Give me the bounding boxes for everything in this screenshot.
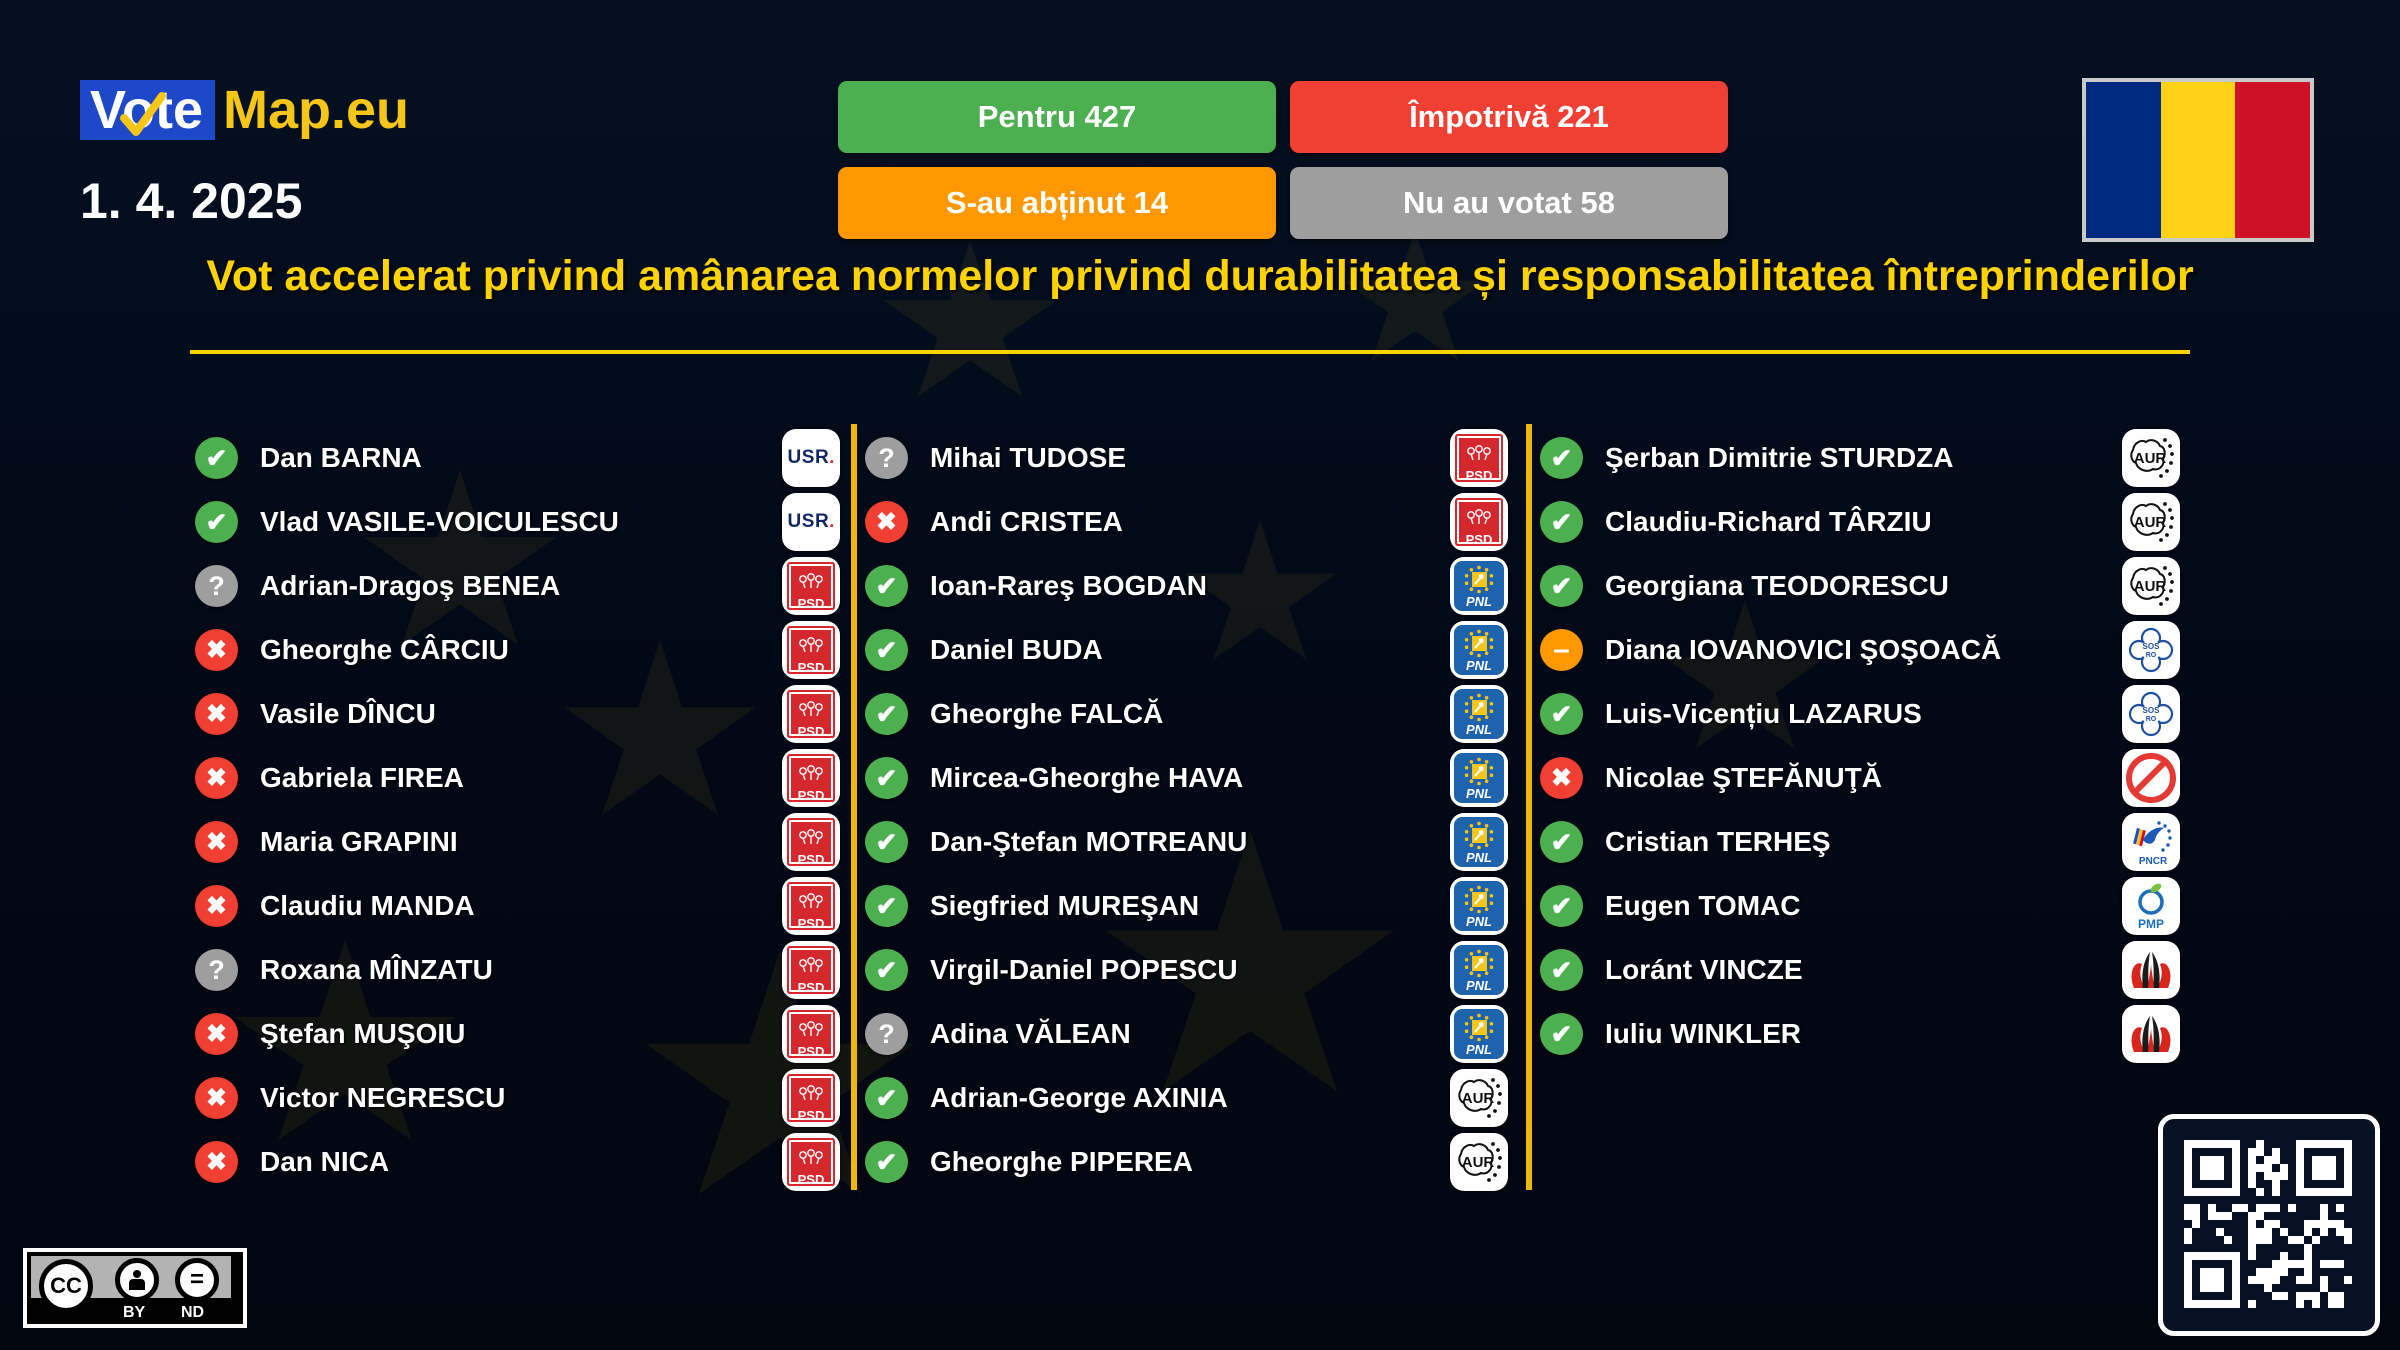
flag-stripe-red (2235, 82, 2310, 238)
member-name: Dan-Ştefan MOTREANU (930, 826, 1248, 857)
party-badge-psd: PSD (782, 877, 840, 935)
member-name: Loránt VINCZE (1605, 954, 1803, 985)
vote-for-icon: ✔ (865, 693, 908, 735)
member-row (865, 682, 1508, 746)
member-row (1540, 874, 2180, 938)
vote-for-icon: ✔ (195, 501, 238, 543)
party-badge-pmp (2122, 877, 2180, 935)
svg-text:AUR: AUR (1461, 1090, 1495, 1107)
vote-novote-icon: ? (195, 565, 238, 607)
member-row (1540, 682, 2180, 746)
member-row (1540, 618, 2180, 682)
app-logo[interactable] (80, 80, 409, 140)
no-derivatives-icon: = (175, 1258, 219, 1302)
member-name: Gheorghe FALCĂ (930, 698, 1164, 729)
attribution-person-icon (115, 1258, 159, 1302)
party-badge-udmr (2122, 941, 2180, 999)
member-row (195, 1066, 840, 1130)
vote-for-icon: ✔ (1540, 693, 1583, 735)
member-row (1540, 746, 2180, 810)
vote-for-icon: ✔ (865, 757, 908, 799)
result-button-against[interactable]: Împotrivă 221 (1290, 81, 1728, 153)
party-badge-pnl (1450, 557, 1508, 615)
member-row (865, 426, 1508, 490)
svg-text:PNL: PNL (1466, 722, 1492, 737)
result-button-novote[interactable]: Nu au votat 58 (1290, 167, 1728, 239)
party-badge-sos (2122, 685, 2180, 743)
member-name: Maria GRAPINI (260, 826, 458, 857)
party-badge-pnl (1450, 813, 1508, 871)
member-column-2 (865, 426, 1508, 1194)
member-column-1 (195, 426, 840, 1194)
member-name: Andi CRISTEA (930, 506, 1123, 537)
member-row (865, 810, 1508, 874)
svg-text:PNL: PNL (1466, 658, 1492, 673)
svg-text:SOS: SOS (2142, 642, 2160, 651)
member-name: Diana IOVANOVICI ŞOŞOACĂ (1605, 634, 2002, 665)
svg-text:RO: RO (2145, 652, 2157, 659)
member-name: Dan BARNA (260, 442, 422, 473)
member-row (195, 682, 840, 746)
svg-text:PNL: PNL (1466, 594, 1492, 609)
vote-results-summary (838, 81, 1728, 239)
party-badge-psd: PSD (782, 1069, 840, 1127)
party-badge-usr: USR . (782, 429, 840, 487)
member-name: Şerban Dimitrie STURDZA (1605, 442, 1954, 473)
party-badge-sos (2122, 621, 2180, 679)
member-row (865, 618, 1508, 682)
member-name: Ştefan MUŞOIU (260, 1018, 466, 1049)
member-row (865, 554, 1508, 618)
member-name: Mihai TUDOSE (930, 442, 1127, 473)
svg-text:PMP: PMP (2137, 917, 2165, 931)
party-badge-psd: PSD (1450, 493, 1508, 551)
romania-flag (2082, 78, 2314, 242)
party-badge-psd: PSD (782, 621, 840, 679)
vote-for-icon: ✔ (865, 821, 908, 863)
party-badge-pnl (1450, 621, 1508, 679)
member-name: Luis-Vicențiu LAZARUS (1605, 698, 1922, 729)
party-badge-pnl (1450, 1005, 1508, 1063)
cc-icon: CC (39, 1259, 93, 1313)
vote-novote-icon: ? (865, 437, 908, 479)
cc-by-nd-license[interactable] (23, 1248, 247, 1328)
party-badge-udmr (2122, 1005, 2180, 1063)
result-button-abstain[interactable]: S-au abținut 14 (838, 167, 1276, 239)
flag-stripe-blue (2086, 82, 2161, 238)
party-badge-usr: USR . (782, 493, 840, 551)
member-name: Ioan-Rareş BOGDAN (930, 570, 1207, 601)
party-badge-pnl (1450, 877, 1508, 935)
vote-for-icon: ✔ (1540, 821, 1583, 863)
member-name: Virgil-Daniel POPESCU (930, 954, 1238, 985)
member-name: Claudiu-Richard TÂRZIU (1605, 506, 1932, 537)
member-row (865, 1130, 1508, 1194)
party-badge-psd: PSD (782, 813, 840, 871)
party-badge-aur (2122, 557, 2180, 615)
member-name: Adina VĂLEAN (930, 1018, 1131, 1049)
member-row (195, 1130, 840, 1194)
vote-novote-icon: ? (195, 949, 238, 991)
member-row (1540, 426, 2180, 490)
svg-text:AUR: AUR (2133, 450, 2167, 467)
independent-badge (2122, 749, 2180, 807)
party-badge-aur (1450, 1133, 1508, 1191)
member-row (195, 810, 840, 874)
member-row (195, 554, 840, 618)
logo-vote-text: Vote (90, 80, 204, 140)
svg-text:AUR: AUR (2133, 578, 2167, 595)
qr-code (2158, 1114, 2380, 1336)
vote-title: Vot accelerat privind amânarea normelor privind durabilitatea și responsabilitatea întreprinderilor (206, 252, 2194, 300)
vote-for-icon: ✔ (1540, 949, 1583, 991)
member-name: Adrian-George AXINIA (930, 1082, 1228, 1113)
logo-checkmark-icon (116, 88, 168, 140)
svg-text:PNL: PNL (1466, 914, 1492, 929)
party-badge-aur (1450, 1069, 1508, 1127)
vote-for-icon: ✔ (865, 1141, 908, 1183)
party-badge-pncr (2122, 813, 2180, 871)
svg-text:PNL: PNL (1466, 978, 1492, 993)
vote-against-icon: ✖ (195, 1013, 238, 1055)
vote-for-icon: ✔ (865, 629, 908, 671)
vote-for-icon: ✔ (1540, 501, 1583, 543)
result-button-for[interactable]: Pentru 427 (838, 81, 1276, 153)
svg-text:AUR: AUR (1461, 1154, 1495, 1171)
license-by-label: BY (123, 1304, 146, 1321)
license-nd-label: ND (181, 1304, 205, 1321)
member-row (865, 938, 1508, 1002)
member-row (865, 1066, 1508, 1130)
member-row (865, 874, 1508, 938)
member-name: Gheorghe CÂRCIU (260, 634, 509, 665)
vote-for-icon: ✔ (1540, 437, 1583, 479)
member-row (195, 746, 840, 810)
vote-for-icon: ✔ (1540, 565, 1583, 607)
member-row (865, 746, 1508, 810)
member-row (195, 938, 840, 1002)
member-name: Claudiu MANDA (260, 890, 475, 921)
member-name: Georgiana TEODORESCU (1605, 570, 1949, 601)
vote-abstain-icon: – (1540, 629, 1583, 671)
svg-text:PNCR: PNCR (2138, 856, 2168, 867)
party-badge-psd: PSD (782, 557, 840, 615)
party-badge-pnl (1450, 685, 1508, 743)
vote-for-icon: ✔ (865, 565, 908, 607)
member-row (1540, 938, 2180, 1002)
member-row (865, 1002, 1508, 1066)
vote-against-icon: ✖ (1540, 757, 1583, 799)
member-row (195, 426, 840, 490)
date-label: 1. 4. 2025 (80, 173, 303, 229)
party-badge-aur (2122, 429, 2180, 487)
vote-against-icon: ✖ (195, 1077, 238, 1119)
member-row (195, 490, 840, 554)
svg-text:PNL: PNL (1466, 850, 1492, 865)
svg-text:PNL: PNL (1466, 786, 1492, 801)
vote-against-icon: ✖ (195, 757, 238, 799)
vote-against-icon: ✖ (865, 501, 908, 543)
member-name: Dan NICA (260, 1146, 390, 1177)
member-row (865, 490, 1508, 554)
member-name: Nicolae ŞTEFĂNUŢĂ (1605, 762, 1882, 793)
vote-novote-icon: ? (865, 1013, 908, 1055)
member-column-3 (1540, 426, 2180, 1066)
party-badge-psd: PSD (782, 941, 840, 999)
svg-text:RO: RO (2145, 716, 2157, 723)
party-badge-psd: PSD (782, 749, 840, 807)
party-badge-pnl (1450, 749, 1508, 807)
column-divider (851, 424, 857, 1190)
member-name: Roxana MÎNZATU (260, 954, 493, 985)
svg-text:PNL: PNL (1466, 1042, 1492, 1057)
vote-for-icon: ✔ (865, 885, 908, 927)
vote-against-icon: ✖ (195, 821, 238, 863)
member-name: Daniel BUDA (930, 634, 1103, 665)
party-badge-psd: PSD (782, 1133, 840, 1191)
vote-for-icon: ✔ (1540, 1013, 1583, 1055)
member-name: Vasile DÎNCU (260, 698, 436, 729)
vote-for-icon: ✔ (865, 949, 908, 991)
logo-map-text: Map.eu (223, 80, 410, 140)
vote-for-icon: ✔ (1540, 885, 1583, 927)
member-name: Cristian TERHEŞ (1605, 826, 1831, 857)
member-name: Victor NEGRESCU (260, 1082, 506, 1113)
vote-against-icon: ✖ (195, 885, 238, 927)
flag-stripe-yellow (2161, 82, 2236, 238)
vote-against-icon: ✖ (195, 1141, 238, 1183)
vote-against-icon: ✖ (195, 629, 238, 671)
member-row (195, 618, 840, 682)
member-name: Siegfried MUREŞAN (930, 890, 1200, 921)
column-divider (1526, 424, 1532, 1190)
member-name: Adrian-Dragoş BENEA (260, 570, 561, 601)
member-row (1540, 810, 2180, 874)
party-badge-aur (2122, 493, 2180, 551)
member-name: Eugen TOMAC (1605, 890, 1801, 921)
logo-vote-box (80, 80, 215, 140)
member-row (1540, 554, 2180, 618)
prohibition-icon (2126, 753, 2176, 803)
member-name: Gabriela FIREA (260, 762, 464, 793)
party-badge-pnl (1450, 941, 1508, 999)
member-name: Mircea-Gheorghe HAVA (930, 762, 1244, 793)
member-name: Iuliu WINKLER (1605, 1018, 1801, 1049)
member-row (195, 874, 840, 938)
member-row (1540, 1002, 2180, 1066)
party-badge-psd: PSD (1450, 429, 1508, 487)
vote-against-icon: ✖ (195, 693, 238, 735)
vote-for-icon: ✔ (865, 1077, 908, 1119)
svg-text:SOS: SOS (2142, 706, 2160, 715)
svg-text:AUR: AUR (2133, 514, 2167, 531)
member-row (1540, 490, 2180, 554)
member-name: Gheorghe PIPEREA (930, 1146, 1193, 1177)
member-name: Vlad VASILE-VOICULESCU (260, 506, 619, 537)
vote-for-icon: ✔ (195, 437, 238, 479)
member-row (195, 1002, 840, 1066)
party-badge-psd: PSD (782, 1005, 840, 1063)
title-underline (190, 350, 2190, 354)
party-badge-psd: PSD (782, 685, 840, 743)
